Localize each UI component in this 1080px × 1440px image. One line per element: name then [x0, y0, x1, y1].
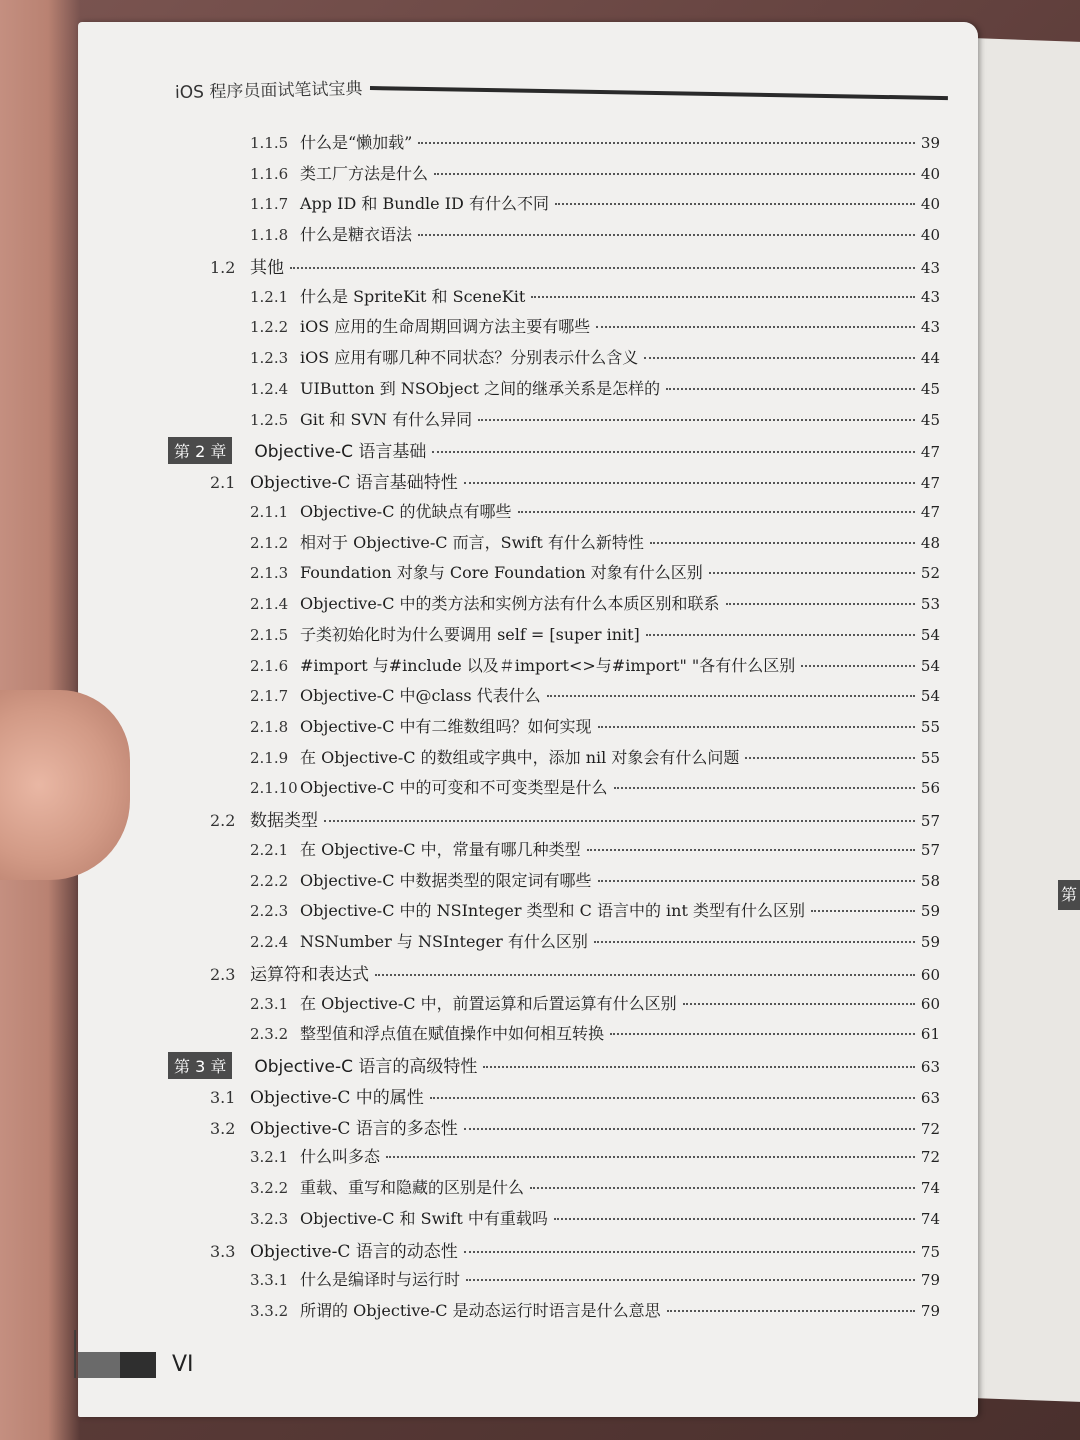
section-number: 2.2.2: [250, 871, 289, 890]
entry-title: Objective-C 中@class 代表什么: [300, 686, 541, 706]
entry-title: UIButton 到 NSObject 之间的继承关系是怎样的: [300, 378, 661, 398]
toc-subsection-row: [250, 837, 940, 860]
chapter-badge: 第 2 章: [168, 437, 232, 464]
toc-subsection-row: [250, 929, 940, 952]
section-number: 1.2: [210, 257, 236, 277]
dot-leader: [324, 820, 915, 822]
section-number: 1.2.3: [250, 349, 289, 368]
section-number: 2.1.4: [250, 595, 289, 614]
section-number: 2.1.8: [250, 718, 289, 736]
page-ref: 79: [920, 1271, 940, 1290]
dot-leader: [432, 451, 915, 453]
entry-title: Objective-C 中数据类型的限定词有哪些: [300, 870, 592, 890]
toc-subsection-row: [250, 622, 940, 645]
dot-leader: [598, 880, 915, 882]
dot-leader: [801, 665, 915, 667]
section-number: 2.1.2: [250, 533, 289, 552]
page-ref: 57: [920, 840, 940, 859]
toc-subsection-row: [250, 1298, 940, 1321]
running-header: iOS 程序员面试笔试宝典: [174, 79, 363, 103]
toc-subsection-row: [250, 991, 940, 1014]
dot-leader: [683, 1003, 915, 1005]
section-number: 2.1.5: [250, 625, 289, 644]
section-number: 1.2.2: [250, 318, 289, 337]
toc-subsection-row: [250, 683, 940, 706]
dot-leader: [646, 634, 915, 636]
page-ref: 40: [920, 195, 940, 214]
dot-leader: [464, 482, 915, 484]
page-ref: 79: [920, 1302, 940, 1320]
dot-leader: [554, 1218, 915, 1220]
dot-leader: [726, 603, 915, 605]
page-ref: 54: [920, 625, 940, 644]
toc-subsection-row: [250, 714, 940, 737]
page-ref: 59: [920, 933, 940, 952]
dot-leader: [598, 726, 915, 728]
page-ref: 57: [920, 812, 940, 831]
page-ref: 74: [920, 1179, 940, 1198]
dot-leader: [667, 1310, 915, 1312]
dot-leader: [483, 1066, 915, 1068]
entry-title: 什么是“懒加载”: [300, 133, 413, 152]
dot-leader: [290, 267, 915, 269]
section-number: 3.3: [210, 1241, 236, 1261]
page-ref: 63: [920, 1088, 940, 1107]
page-ref: 53: [920, 595, 940, 614]
dot-leader: [430, 1097, 915, 1099]
page-ref: 75: [920, 1242, 940, 1261]
entry-title: 在 Objective-C 中，常量有哪几种类型: [300, 839, 581, 859]
section-number: 3.3.2: [250, 1302, 289, 1320]
toc-subsection-row: [250, 130, 940, 153]
dot-leader: [530, 1187, 915, 1189]
entry-title: 在 Objective-C 中，前置运算和后置运算有什么区别: [300, 993, 677, 1013]
toc-section-row: [210, 253, 940, 278]
entry-title: Objective-C 中的属性: [250, 1087, 424, 1108]
toc-section-row: [210, 1083, 940, 1108]
page-ref: 61: [920, 1025, 940, 1044]
entry-title: Objective-C 语言的动态性: [250, 1241, 458, 1262]
section-number: 2.2.4: [250, 933, 289, 952]
section-number: 3.2: [210, 1118, 236, 1138]
entry-title: 数据类型: [250, 811, 318, 832]
entry-title: 类工厂方法是什么: [300, 163, 429, 183]
entry-title: App ID 和 Bundle ID 有什么不同: [300, 194, 549, 214]
footer-bar: [78, 1352, 120, 1378]
toc-subsection-row: [250, 560, 940, 583]
toc-subsection-row: [250, 314, 940, 337]
section-number: 1.1.6: [250, 164, 289, 183]
section-number: 2.3.2: [250, 1025, 289, 1044]
dot-leader: [547, 695, 915, 697]
toc-section-row: [210, 1114, 940, 1139]
page-ref: 56: [920, 779, 940, 798]
section-number: 2.3.1: [250, 994, 289, 1013]
page-ref: 47: [920, 502, 940, 521]
section-number: 3.1: [210, 1087, 236, 1107]
toc-section-row: [210, 960, 940, 985]
toc-subsection-row: [250, 898, 940, 921]
toc-chapter-row: [168, 437, 940, 464]
toc-chapter-row: [168, 1052, 940, 1079]
toc-subsection-row: [250, 1144, 940, 1167]
entry-title: iOS 应用的生命周期回调方法主要有哪些: [300, 317, 591, 337]
page-ref: 72: [920, 1119, 940, 1138]
entry-title: iOS 应用有哪几种不同状态？分别表示什么含义: [300, 348, 639, 368]
dot-leader: [375, 974, 915, 976]
entry-title: Objective-C 中的类方法和实例方法有什么本质区别和联系: [300, 594, 720, 614]
section-number: 3.3.1: [250, 1271, 289, 1290]
toc-subsection-row: [250, 345, 940, 368]
dot-leader: [478, 419, 915, 421]
toc-subsection-row: [250, 868, 940, 891]
entry-title: 运算符和表达式: [250, 964, 369, 985]
page-ref: 45: [920, 379, 940, 398]
page-number: VI: [172, 1352, 194, 1377]
page-ref: 47: [920, 474, 940, 493]
entry-title: 重载、重写和隐藏的区别是什么: [300, 1178, 525, 1198]
adjacent-chapter-tab: 第: [1058, 880, 1080, 910]
toc-section-row: [210, 1237, 940, 1262]
dot-leader: [709, 572, 915, 574]
toc-subsection-row: [250, 222, 940, 245]
page-ref: 40: [920, 226, 940, 245]
page-ref: 59: [920, 902, 940, 921]
toc-subsection-row: [250, 284, 940, 307]
toc-section-row: [210, 806, 940, 831]
dot-leader: [464, 1251, 915, 1253]
section-number: 3.2.1: [250, 1148, 289, 1167]
entry-title: Objective-C 语言基础特性: [250, 473, 458, 494]
section-number: 2.1.3: [250, 564, 289, 583]
entry-title: 什么是 SpriteKit 和 SceneKit: [300, 286, 526, 306]
dot-leader: [745, 757, 915, 759]
toc-subsection-row: [250, 745, 940, 768]
entry-title: Objective-C 语言的多态性: [250, 1118, 458, 1139]
dot-leader: [386, 1156, 915, 1158]
toc-subsection-row: [250, 376, 940, 399]
page-ref: 63: [920, 1058, 940, 1077]
section-number: 1.1.7: [250, 195, 289, 214]
section-number: 1.2.4: [250, 379, 289, 398]
entry-title: Objective-C 和 Swift 中有重载吗: [300, 1208, 548, 1228]
section-number: 2.1.1: [250, 502, 289, 521]
page-ref: 55: [920, 748, 940, 767]
section-number: 2.2.1: [250, 840, 289, 859]
page-ref: 55: [920, 718, 940, 736]
page-ref: 60: [920, 994, 940, 1013]
page-ref: 43: [920, 318, 940, 337]
section-number: 1.1.8: [250, 226, 289, 245]
dot-leader: [811, 910, 915, 912]
dot-leader: [555, 203, 915, 205]
dot-leader: [518, 511, 915, 513]
page-ref: 40: [920, 164, 940, 183]
entry-title: Objective-C 语言基础: [254, 442, 427, 463]
entry-title: 相对于 Objective-C 而言，Swift 有什么新特性: [300, 532, 644, 552]
dot-leader: [596, 326, 915, 328]
section-number: 1.1.5: [250, 134, 289, 152]
toc-subsection-row: [250, 591, 940, 614]
entry-title: 什么是编译时与运行时: [300, 1270, 461, 1290]
section-number: 3.2.3: [250, 1209, 289, 1228]
entry-title: NSNumber 与 NSInteger 有什么区别: [300, 932, 588, 952]
page-ref: 54: [920, 687, 940, 706]
toc-subsection-row: [250, 653, 940, 676]
section-number: 2.2: [210, 811, 236, 831]
entry-title: 在 Objective-C 的数组或字典中，添加 nil 对象会有什么问题: [300, 747, 740, 767]
entry-title: 所谓的 Objective-C 是动态运行时语言是什么意思: [300, 1301, 661, 1320]
section-number: 2.1.9: [250, 748, 289, 767]
dot-leader: [650, 542, 915, 544]
dot-leader: [418, 142, 915, 144]
section-number: 1.2.1: [250, 287, 289, 306]
toc-subsection-row: [250, 499, 940, 522]
entry-title: 什么叫多态: [300, 1147, 381, 1167]
page-ref: 52: [920, 564, 940, 583]
toc-subsection-row: [250, 161, 940, 184]
toc-subsection-row: [250, 1206, 940, 1229]
page-ref: 48: [920, 533, 940, 552]
page-ref: 43: [920, 287, 940, 306]
entry-title: 什么是糖衣语法: [300, 225, 413, 245]
section-number: 3.2.2: [250, 1179, 289, 1198]
entry-title: Objective-C 的优缺点有哪些: [300, 501, 512, 521]
section-number: 2.1: [210, 473, 236, 493]
toc-subsection-row: [250, 1267, 940, 1290]
page-ref: 44: [920, 349, 940, 368]
entry-title: Objective-C 中的可变和不可变类型是什么: [300, 778, 608, 798]
entry-title: 子类初始化时为什么要调用 self = [super init]: [300, 624, 640, 644]
section-number: 1.2.5: [250, 410, 289, 429]
dot-leader: [434, 173, 915, 175]
footer-bar-dark: [120, 1352, 156, 1378]
section-number: 2.3: [210, 964, 236, 984]
entry-title: Foundation 对象与 Core Foundation 对象有什么区别: [300, 563, 703, 583]
dot-leader: [531, 296, 915, 298]
page-ref: 43: [920, 258, 940, 277]
dot-leader: [644, 357, 915, 359]
entry-title: Objective-C 语言的高级特性: [254, 1057, 478, 1078]
dot-leader: [418, 234, 915, 236]
toc-subsection-row: [250, 407, 940, 430]
page-ref: 54: [920, 656, 940, 675]
toc-section-row: [210, 468, 940, 493]
chapter-badge: 第 3 章: [168, 1052, 232, 1079]
section-number: 2.1.7: [250, 687, 289, 706]
page-ref: 45: [920, 410, 940, 429]
entry-title: 其他: [250, 257, 284, 278]
dot-leader: [666, 388, 915, 390]
toc-subsection-row: [250, 191, 940, 214]
dot-leader: [614, 787, 915, 789]
entry-title: Objective-C 中的 NSInteger 类型和 C 语言中的 int 类型有什么区别: [300, 901, 805, 921]
entry-title: Git 和 SVN 有什么异同: [300, 409, 473, 429]
page-ref: 74: [920, 1209, 940, 1228]
toc-subsection-row: [250, 775, 940, 798]
toc-subsection-row: [250, 1175, 940, 1198]
section-number: 2.1.10: [250, 779, 298, 798]
entry-title: 整型值和浮点值在赋值操作中如何相互转换: [300, 1024, 605, 1044]
dot-leader: [587, 849, 915, 851]
entry-title: Objective-C 中有二维数组吗？如何实现: [300, 717, 592, 736]
page-ref: 60: [920, 965, 940, 984]
dot-leader: [464, 1128, 915, 1130]
page-ref: 39: [920, 134, 940, 152]
section-number: 2.1.6: [250, 656, 289, 675]
page-ref: 72: [920, 1148, 940, 1167]
toc-subsection-row: [250, 530, 940, 553]
page-ref: 58: [920, 871, 940, 890]
dot-leader: [466, 1279, 915, 1281]
entry-title: #import 与#include 以及＃import<>与#import" "各有什么区别: [300, 655, 796, 675]
dot-leader: [610, 1033, 915, 1035]
toc-subsection-row: [250, 1021, 940, 1044]
page-ref: 47: [920, 443, 940, 462]
section-number: 2.2.3: [250, 902, 289, 921]
thumb: [0, 690, 130, 880]
dot-leader: [594, 941, 915, 943]
